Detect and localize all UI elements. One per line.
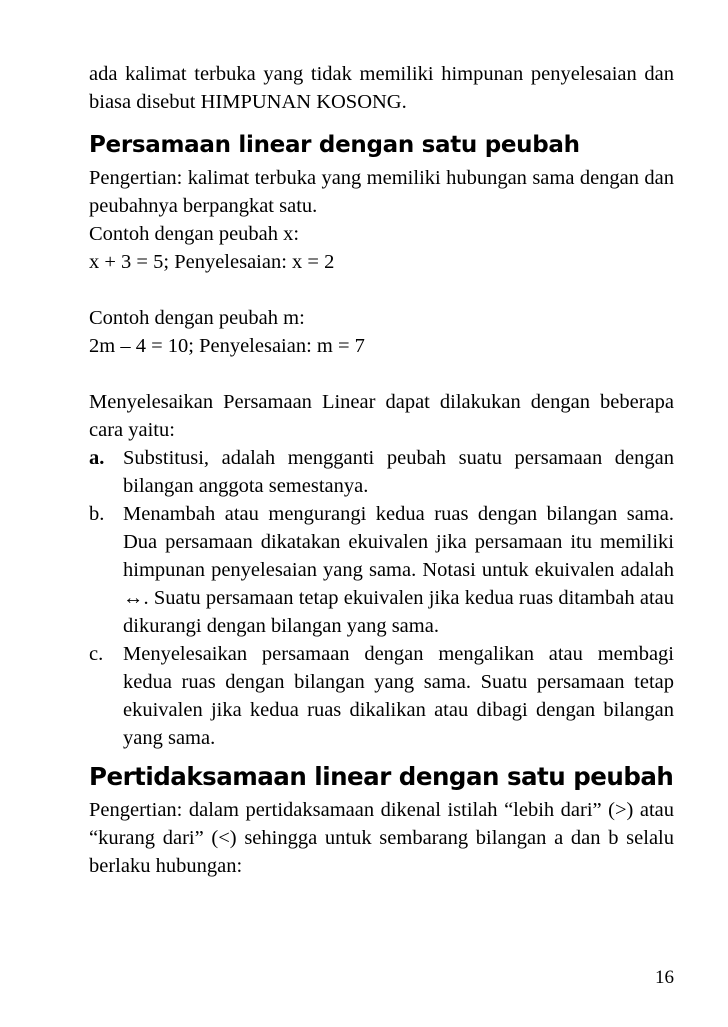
methods-list: [89, 444, 674, 752]
section-heading-linear-equation: Persamaan linear dengan satu peubah: [89, 132, 580, 158]
methods-intro-paragraph: Menyelesaikan Persamaan Linear dapat dilakukan dengan beberapa cara yaitu:: [89, 391, 674, 441]
list-item-text: Substitusi, adalah mengganti peubah suatu persamaan dengan bilangan anggota semestanya.: [123, 447, 674, 497]
list-item: [89, 444, 674, 500]
list-item: [89, 640, 674, 752]
list-item: [89, 500, 674, 640]
paragraph-gap: [89, 276, 674, 304]
section-heading-linear-inequality: Pertidaksamaan linear dengan satu peubah: [89, 762, 674, 791]
list-marker: b.: [89, 503, 105, 525]
paragraph-gap: [89, 360, 674, 388]
list-item-text: Menyelesaikan persamaan dengan mengalikan atau membagi kedua ruas dengan bilangan yang sama. Suatu persamaan tetap ekuivalen jika kedua ruas dikalikan atau dibagi dengan bilangan yang sama.: [123, 643, 674, 749]
example-label-m: Contoh dengan peubah m:: [89, 307, 305, 329]
list-marker: a.: [89, 447, 105, 469]
definition-paragraph: Pengertian: kalimat terbuka yang memiliki hubungan sama dengan dan peubahnya berpangkat satu.: [89, 167, 674, 217]
example-label-x: Contoh dengan peubah x:: [89, 223, 300, 245]
inequality-definition-paragraph: Pengertian: dalam pertidaksamaan dikenal istilah “lebih dari” (>) atau “kurang dari” (<) sehingga untuk sembarang bilangan a dan b selalu berlaku hubungan:: [89, 799, 674, 877]
document-page: [89, 60, 674, 880]
page-number: 16: [655, 967, 674, 988]
intro-paragraph: ada kalimat terbuka yang tidak memiliki himpunan penyelesaian dan biasa disebut HIMPUNAN KOSONG.: [89, 63, 674, 113]
example-equation-x: x + 3 = 5; Penyelesaian: x = 2: [89, 251, 335, 273]
example-equation-m: 2m – 4 = 10; Penyelesaian: m = 7: [89, 335, 365, 357]
list-item-text: Menambah atau mengurangi kedua ruas dengan bilangan sama. Dua persamaan dikatakan ekuivalen jika persamaan itu memiliki himpunan penyelesaian yang sama. Notasi untuk ekuivalen adalah ↔. Suatu persamaan tetap ekuivalen jika kedua ruas ditambah atau dikurangi dengan bilangan yang sama.: [123, 503, 674, 637]
list-marker: c.: [89, 643, 104, 665]
